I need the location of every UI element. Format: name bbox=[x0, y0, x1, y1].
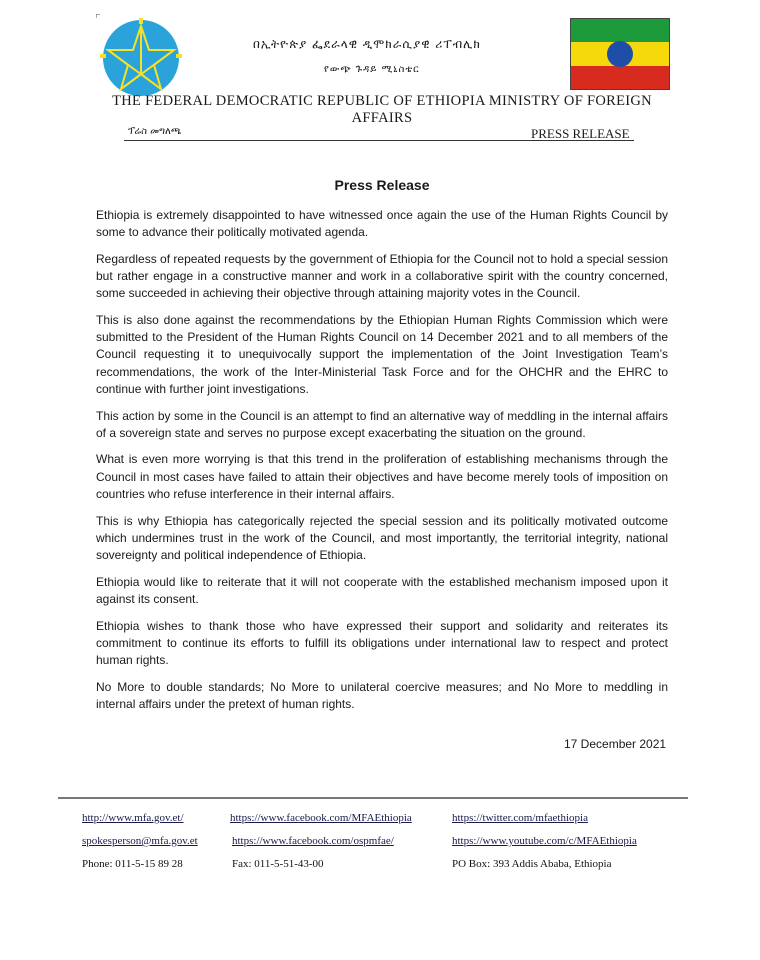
amharic-press-label: ፕሬስ መግለጫ bbox=[128, 126, 182, 137]
website-link[interactable]: http://www.mfa.gov.et/ bbox=[82, 812, 184, 824]
ethiopia-emblem-icon bbox=[96, 14, 186, 98]
paragraph: Ethiopia is extremely disappointed to have witnessed once again the use of the Human Rights Council by some to advance their politically motivated agenda. bbox=[96, 208, 668, 240]
paragraph: This is also done against the recommendations by the Ethiopian Human Rights Commission which were submitted to the President of the Human Rights Council on 14 December 2021 and to all members of the Council requesting it to unequivocally support the implementation of the Joint Investigation Team’s recommendations, the work of the Inter-Ministerial Task Force and for the OHCHR and the EHRC to continue with further joint investigations. bbox=[96, 313, 668, 396]
header-divider bbox=[124, 140, 634, 141]
press-release-label: PRESS RELEASE bbox=[531, 126, 630, 141]
amharic-subtitle: የውጭ ጉዳይ ሚኒስቴር bbox=[324, 64, 420, 75]
paragraph: Ethiopia wishes to thank those who have expressed their support and solidarity and reiterates its commitment to continue its efforts to fulfill its obligations under international law to respect and protect human rights. bbox=[96, 618, 668, 667]
facebook-link[interactable]: https://www.facebook.com/MFAEthiopia bbox=[230, 812, 412, 824]
page-title: Press Release bbox=[334, 177, 430, 193]
fax-number: Fax: 011-5-51-43-00 bbox=[232, 858, 324, 870]
paragraph: This action by some in the Council is an attempt to find an alternative way of meddling in the internal affairs of a sovereign state and serves no purpose except exacerbating the situation on the ground. bbox=[96, 408, 668, 440]
twitter-link[interactable]: https://twitter.com/mfaethiopia bbox=[452, 812, 588, 824]
document-body bbox=[96, 207, 668, 723]
youtube-link[interactable]: https://www.youtube.com/c/MFAEthiopia bbox=[452, 835, 637, 847]
paragraph: This is why Ethiopia has categorically rejected the special session and its politically motivated outcome which undermines trust in the work of the Council, and most importantly, the territorial integrity, national sovereignty and political independence of Ethiopia. bbox=[96, 513, 668, 562]
facebook-ospm-link[interactable]: https://www.facebook.com/ospmfae/ bbox=[232, 835, 394, 847]
footer-divider bbox=[58, 797, 688, 799]
ministry-name: THE FEDERAL DEMOCRATIC REPUBLIC OF ETHIOPIA MINISTRY OF FOREIGN AFFAIRS bbox=[112, 93, 652, 126]
amharic-ministry-heading: በኢትዮጵያ ፌደራላዊ ዲሞክራሲያዊ ሪፐብሊክ bbox=[253, 37, 481, 51]
paragraph: Ethiopia would like to reiterate that it will not cooperate with the established mechanism imposed upon it against its consent. bbox=[96, 574, 668, 606]
release-date: 17 December 2021 bbox=[564, 737, 667, 751]
paragraph: No More to double standards; No More to unilateral coercive measures; and No More to meddling in internal affairs under the pretext of human rights. bbox=[96, 679, 668, 711]
ethiopia-flag-icon bbox=[570, 18, 670, 90]
email-link[interactable]: spokesperson@mfa.gov.et bbox=[82, 835, 198, 847]
phone-number: Phone: 011-5-15 89 28 bbox=[82, 858, 183, 870]
paragraph: What is even more worrying is that this trend in the proliferation of establishing mechanisms through the Council in most cases have failed to attain their objectives and have become merely tools of imposition on countries who refuse interference in their internal affairs. bbox=[96, 452, 668, 501]
paragraph: Regardless of repeated requests by the government of Ethiopia for the Council not to hold a special session but rather engage in a constructive manner and work in a collaborative spirit with the country concerned, some succeeded in achieving their objective through attaining majority votes in the Council. bbox=[96, 251, 668, 301]
po-box: PO Box: 393 Addis Ababa, Ethiopia bbox=[452, 858, 612, 870]
